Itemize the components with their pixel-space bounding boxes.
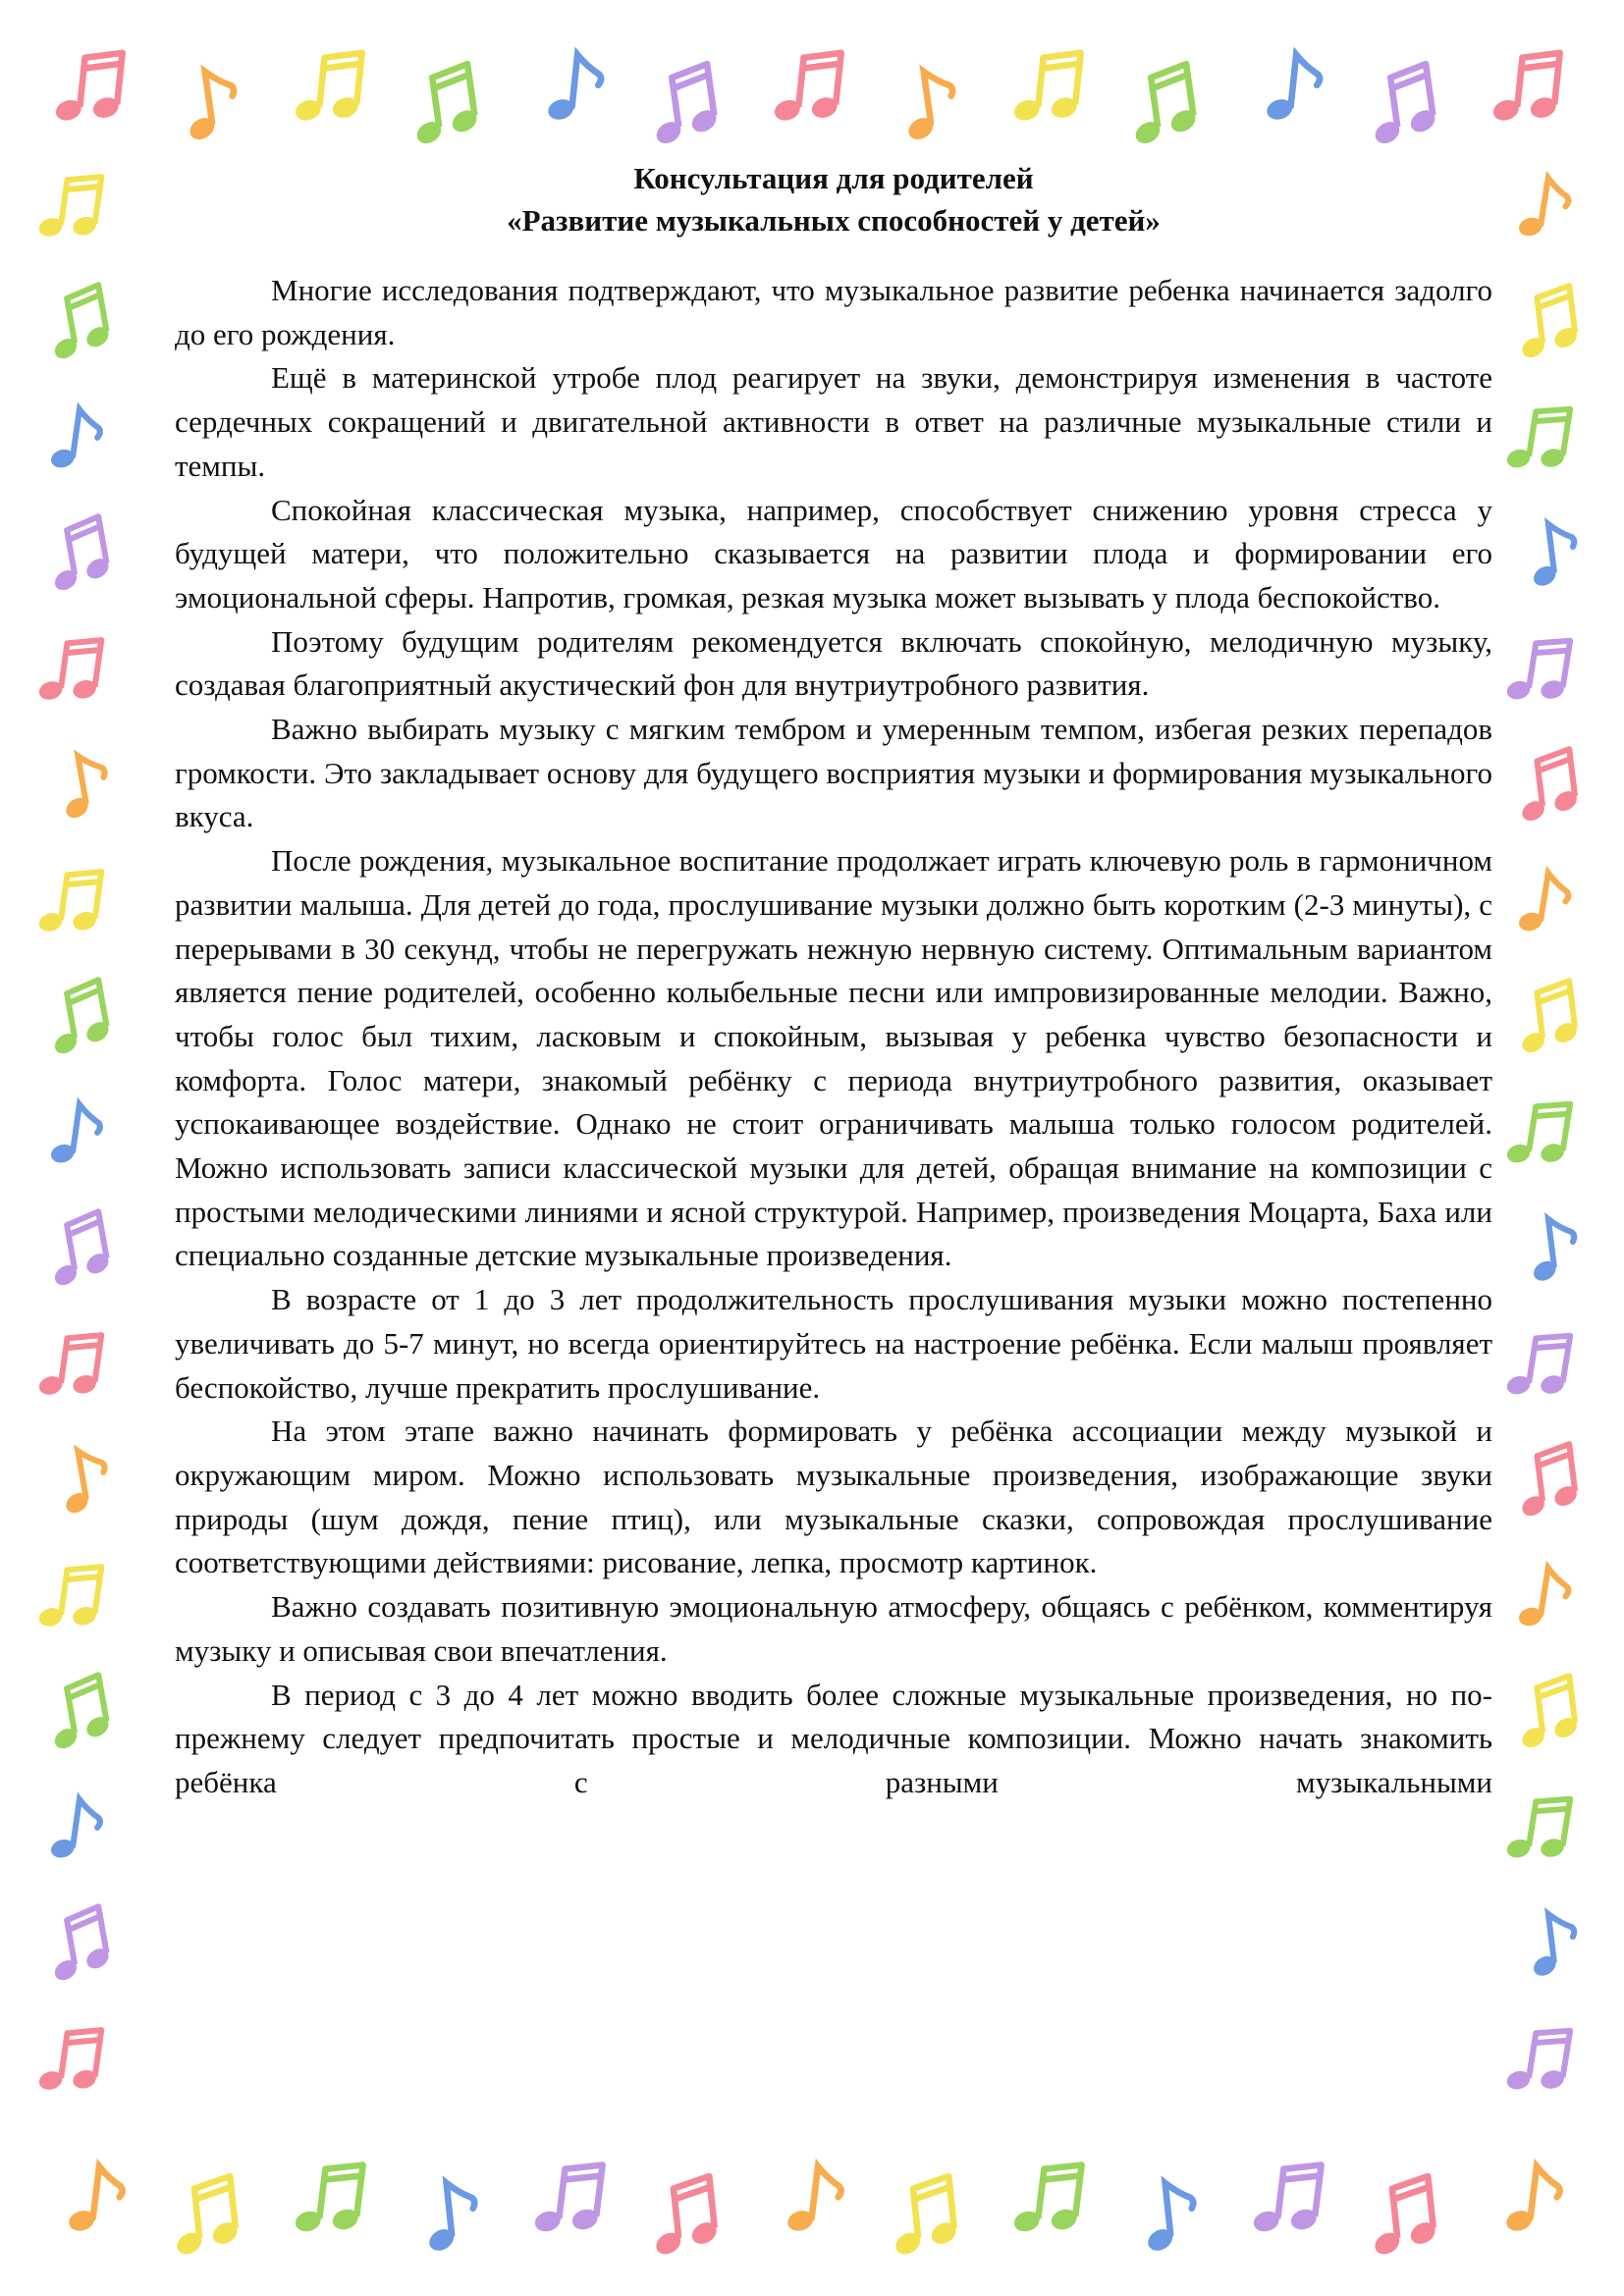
paragraph: Спокойная классическая музыка, например, способствует снижению уровня стресса у будущей матери, что положительно сказывается на развитии плода и формировании его эмоциональной сферы. Напротив, громкая, резкая музыка может вызывать у плода беспокойство. <box>175 492 1492 614</box>
music-note-icon <box>46 1101 102 1171</box>
paragraph: Многие исследования подтверждают, что музыкальное развитие ребенка начинается задолго до его рождения. <box>175 273 1492 351</box>
music-note-icon <box>1514 174 1571 244</box>
music-note-icon <box>1249 2158 1326 2242</box>
music-note-icon <box>34 864 106 941</box>
music-note-icon <box>41 284 115 363</box>
title-line-2: «Развитие музыкальных способностей у детей» <box>507 203 1161 238</box>
music-note-icon <box>291 2158 368 2242</box>
music-note-icon <box>34 1327 106 1405</box>
music-note-icon <box>644 63 723 148</box>
music-note-icon <box>64 2163 125 2240</box>
music-note-icon <box>1512 1676 1583 1752</box>
music-note-icon <box>41 515 115 595</box>
music-note-icon <box>1524 521 1579 591</box>
music-note-icon <box>1512 981 1583 1057</box>
music-note-icon <box>1009 2158 1087 2242</box>
music-note-icon <box>179 68 241 145</box>
music-note-icon <box>1512 1444 1583 1521</box>
music-note-icon <box>1365 2175 1441 2259</box>
music-note-icon <box>420 2180 480 2256</box>
music-note-icon <box>405 63 483 148</box>
music-note-icon <box>1139 2180 1199 2256</box>
music-note-icon <box>1524 1911 1579 1981</box>
paragraph: Поэтому будущим родителям рекомендуется включать спокойную, мелодичную музыку, создавая благоприятный акустический фон для внутриутробного развития. <box>175 623 1492 703</box>
music-note-icon <box>897 68 959 145</box>
music-note-icon <box>1489 46 1565 130</box>
music-note-icon <box>41 1674 115 1753</box>
paragraph: В период с 3 до 4 лет можно вводить более сложные музыкальные произведения, но по-прежнему следует предпочитать простые и мелодичные композиции. Можно начать знакомить ребёнка с разными музыкальными <box>175 1677 1492 1799</box>
music-note-icon <box>1502 2022 1575 2101</box>
music-note-icon <box>1009 46 1086 130</box>
music-note-icon <box>770 46 846 130</box>
paragraph: Важно выбирать музыку с мягким тембром и умеренным темпом, избегая резких перепадов громкости. Это закладывает основу для будущего восприятия музыки и формирования музыкального вкуса. <box>175 712 1492 834</box>
document-title <box>175 157 1492 241</box>
music-note-icon <box>544 52 604 128</box>
music-note-icon <box>1123 63 1202 148</box>
music-note-icon <box>291 46 367 130</box>
music-note-icon <box>1514 869 1571 939</box>
music-note-icon <box>1363 63 1441 148</box>
music-note-icon <box>1502 632 1575 711</box>
document-body <box>175 157 1492 1805</box>
music-note-icon <box>51 46 128 130</box>
music-note-icon <box>54 752 112 824</box>
music-note-icon <box>54 1447 112 1519</box>
paragraph: После рождения, музыкальное воспитание продолжает играть ключевую роль в гармоничном развитии малыша. Для детей до года, прослушивание музыки должно быть коротким (2-3 минуты), с перерывами в 30 секунд, чтобы не перегружать нежную нервную систему. Оптимальным вариантом является пение родителей, особенно колыбельные песни или импровизированные мелодии. Важно, чтобы голос был тихим, ласковым и спокойным, вызывая у ребенка чувство безопасности и комфорта. Голос матери, знакомый ребёнку с периода внутриутробного развития, оказывает успокаивающее воздействие. Однако не стоит ограничивать малыша только голосом родителей. Можно использовать записи классической музыки для детей, обращая внимание на композиции с простыми мелодическими линиями и ясной структурой. Например, произведения Моцарта, Баха или специально созданные детские музыкальные произведения. <box>175 843 1492 1273</box>
music-note-icon <box>1502 1095 1575 1174</box>
music-note-icon <box>41 979 115 1058</box>
music-note-icon <box>1512 749 1583 826</box>
music-note-icon <box>34 632 106 710</box>
music-note-icon <box>1512 286 1583 362</box>
paragraph: На этом этапе важно начинать формировать у ребёнка ассоциации между музыкой и окружающим миром. Можно использовать музыкальные произведения, изображающие звуки природы (шум дождя, пение птиц), или музыкальные сказки, сопровождая прослушивание соответствующими действиями: рисование, лепка, просмотр картинок. <box>175 1414 1492 1580</box>
paragraph: В возрасте от 1 до 3 лет продолжительность прослушивания музыки можно постепенно увеличивать до 5-7 минут, но всегда ориентируйтесь на настроение ребёнка. Если малыш проявляет беспокойство, лучше прекратить прослушивание. <box>175 1282 1492 1405</box>
title-line-1: Консультация для родителей <box>633 161 1034 195</box>
music-note-icon <box>46 406 102 476</box>
music-note-icon <box>167 2175 244 2259</box>
music-note-icon <box>34 169 106 246</box>
music-note-icon <box>1501 2163 1562 2240</box>
music-note-icon <box>34 1559 106 1636</box>
music-note-icon <box>1524 1216 1579 1286</box>
music-note-icon <box>34 2022 106 2100</box>
paragraph: Ещё в материнской утробе плод реагирует на звуки, демонстрируя изменения в частоте сердечных сокращений и двигательной активности в ответ на различные музыкальные стили и темпы. <box>175 360 1492 483</box>
music-note-icon <box>783 2163 843 2240</box>
music-note-icon <box>41 1210 115 1290</box>
music-note-icon <box>41 1905 115 1985</box>
music-note-icon <box>886 2175 962 2259</box>
music-note-icon <box>46 1796 102 1866</box>
music-note-icon <box>530 2158 608 2242</box>
music-note-icon <box>1502 1790 1575 1869</box>
music-note-icon <box>1502 1327 1575 1406</box>
music-note-icon <box>1502 400 1575 479</box>
paragraph: Важно создавать позитивную эмоциональную атмосферу, общаясь с ребёнком, комментируя музыку и описывая свои впечатления. <box>175 1589 1492 1668</box>
music-note-icon <box>1263 52 1323 128</box>
music-note-icon <box>646 2175 723 2259</box>
music-note-icon <box>1514 1564 1571 1634</box>
